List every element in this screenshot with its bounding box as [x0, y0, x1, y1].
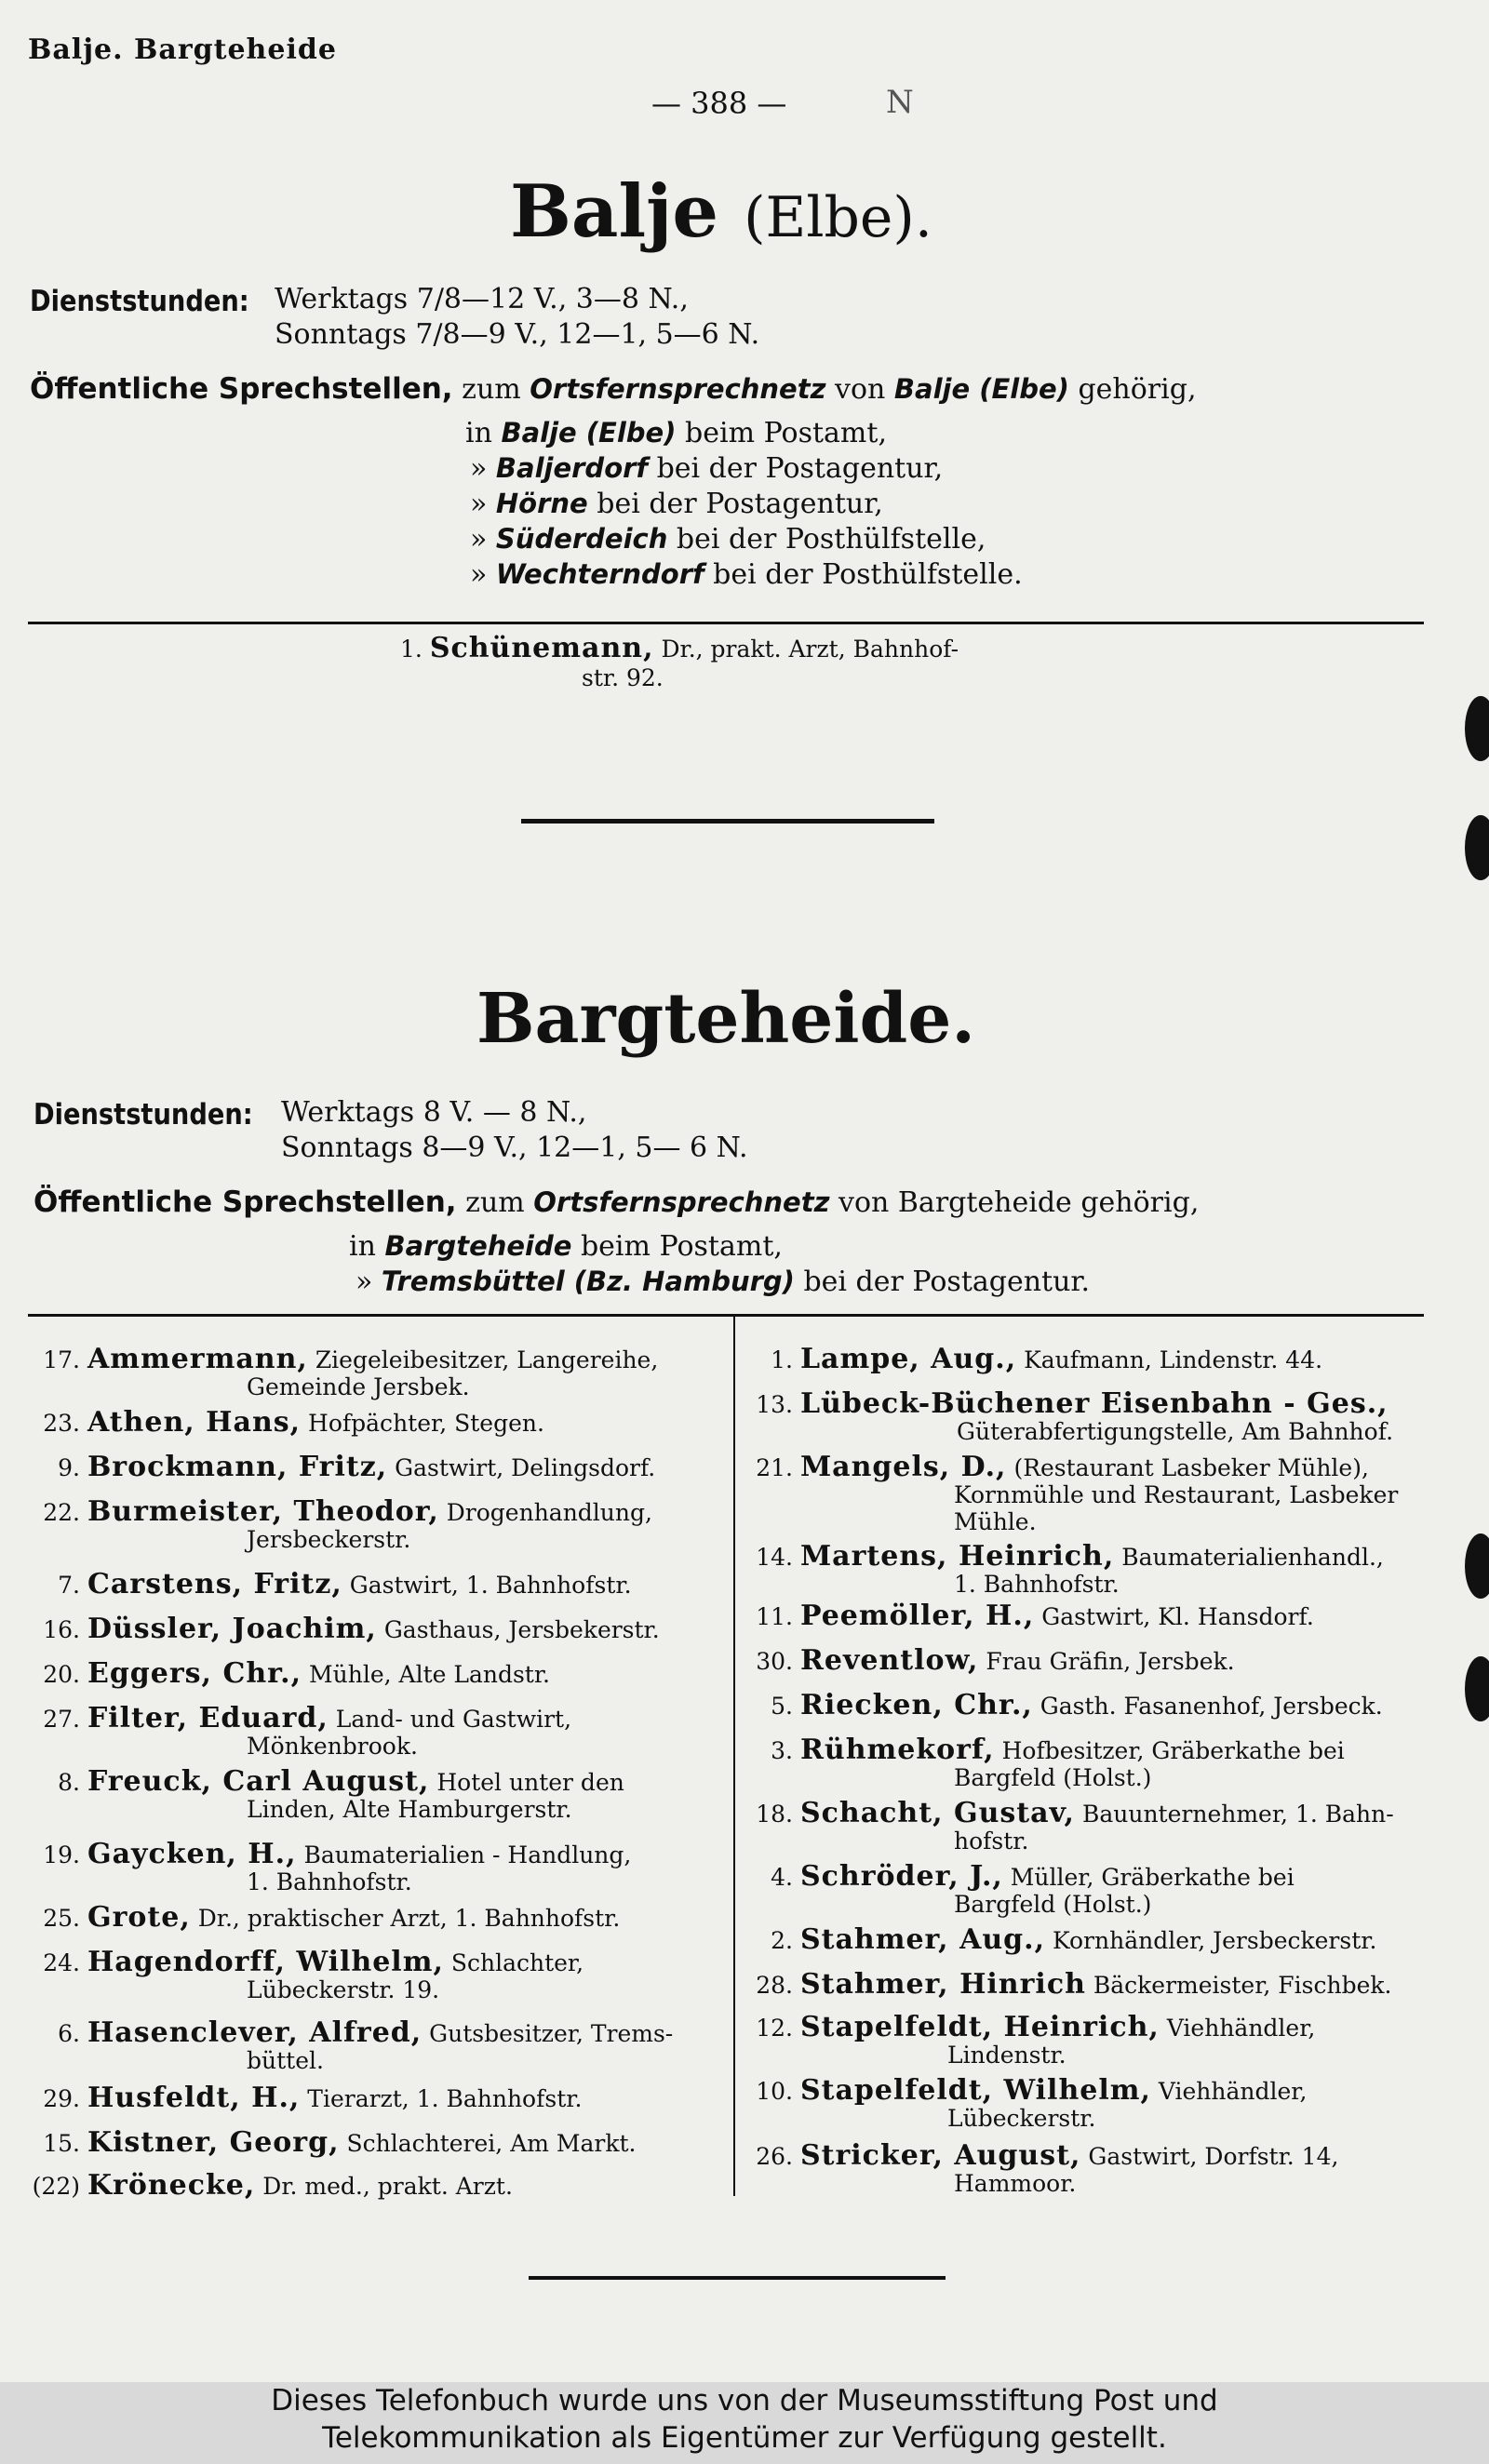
binding-hole	[1465, 1656, 1489, 1721]
binding-hole	[1465, 696, 1489, 761]
list-item	[750, 1968, 1392, 2001]
attribution-footer	[0, 2382, 1489, 2464]
entry-detail: Viehhändler,	[1166, 2015, 1316, 2042]
list-item	[750, 2074, 1308, 2107]
entry-number: 30.	[756, 1648, 793, 1675]
list-item	[750, 1860, 1294, 1893]
entry-name: Lübeck-Büchener Eisenbahn - Ges.,	[799, 1387, 1388, 1420]
offices-text-1: zum	[462, 373, 521, 406]
entry-number: 14.	[756, 1544, 793, 1571]
list-item	[30, 1343, 718, 1375]
list-item	[750, 1923, 1377, 1956]
offices-line	[34, 1185, 1199, 1219]
station-line	[470, 523, 986, 556]
station-prefix: »	[470, 558, 488, 591]
list-item	[30, 2084, 582, 2112]
offices-text-2: von	[835, 373, 886, 406]
entry-detail: Dr., prakt. Arzt, Bahnhof-	[661, 636, 959, 663]
entry-detail: Baumaterialienhandl.,	[1121, 1544, 1384, 1571]
list-item	[30, 1838, 632, 1870]
entry-number: 8.	[58, 1769, 80, 1796]
entry-name: Stricker, August,	[799, 2139, 1081, 2172]
station-prefix: »	[470, 452, 488, 485]
entry-number: 21.	[756, 1454, 793, 1481]
station-place: Balje (Elbe)	[501, 417, 677, 449]
entry-detail: Drogenhandlung,	[446, 1499, 652, 1526]
entry-detail: Dr. med., prakt. Arzt.	[262, 2173, 513, 2200]
station-prefix: »	[355, 1265, 373, 1298]
entry-name: Burmeister, Theodor,	[87, 1495, 439, 1528]
entry-name: Grote,	[87, 1901, 191, 1934]
entry-name: Schacht, Gustav,	[799, 1797, 1076, 1829]
entry-detail: (Restaurant Lasbeker Mühle),	[1013, 1454, 1369, 1481]
list-item	[400, 632, 959, 664]
station-where: beim Postamt,	[685, 417, 887, 449]
entry-continuation: Lübeckerstr. 19.	[247, 1976, 440, 2003]
offices-place: Balje (Elbe)	[893, 373, 1069, 405]
binding-hole	[1465, 815, 1489, 880]
entry-number: 20.	[43, 1661, 80, 1688]
entry-number: 23.	[43, 1410, 80, 1437]
entry-detail: Kaufmann, Lindenstr. 44.	[1024, 1346, 1323, 1373]
station-place: Süderdeich	[495, 523, 668, 555]
entry-number: 3.	[771, 1737, 793, 1764]
entry-number: 6.	[58, 2020, 80, 2047]
entry-number: 29.	[43, 2085, 80, 2112]
entry-number: 28.	[756, 1972, 793, 1999]
entry-detail: Dr., praktischer Arzt, 1. Bahnhofstr.	[197, 1905, 621, 1932]
entry-number: 22.	[43, 1499, 80, 1526]
entry-number: 13.	[756, 1391, 793, 1418]
column-divider	[733, 1314, 735, 2196]
entry-name: Stapelfeldt, Heinrich,	[799, 2011, 1160, 2043]
list-item	[30, 1568, 632, 1600]
list-item	[30, 1901, 621, 1934]
entry-name: Hagendorff, Wilhelm,	[87, 1946, 444, 1978]
entry-continuation: Linden, Alte Hamburgerstr.	[247, 1796, 572, 1823]
footer-line-1: Dieses Telefonbuch wurde uns von der Museumsstiftung Post und	[271, 2384, 1218, 2417]
entry-number: 1.	[400, 636, 423, 663]
station-prefix: »	[470, 488, 488, 520]
list-item	[30, 2169, 513, 2202]
entry-continuation: Güterabfertigungstelle, Am Bahnhof.	[957, 1418, 1394, 1445]
entry-name: Stapelfeldt, Wilhelm,	[799, 2074, 1151, 2107]
entry-number: 16.	[43, 1616, 80, 1643]
station-where: beim Postamt,	[580, 1230, 783, 1263]
entry-name: Hasenclever, Alfred,	[87, 2016, 423, 2049]
entry-name: Martens, Heinrich,	[799, 1540, 1115, 1573]
station-where: bei der Posthülfstelle,	[676, 523, 986, 556]
list-item	[30, 1453, 655, 1481]
station-line	[470, 558, 1023, 591]
entry-detail: Hofbesitzer, Gräberkathe bei	[1001, 1737, 1345, 1764]
entry-name: Lampe, Aug.,	[799, 1343, 1017, 1375]
section-title-balje	[510, 169, 932, 254]
bleed-through	[37, 112, 47, 142]
entry-number: 11.	[756, 1603, 793, 1630]
entry-name: Eggers, Chr.,	[87, 1657, 302, 1690]
entry-name: Düssler, Joachim,	[87, 1613, 377, 1645]
entry-name: Husfeldt, H.,	[87, 2082, 301, 2114]
entry-continuation: Gemeinde Jersbek.	[247, 1373, 470, 1400]
offices-text-1: zum	[465, 1186, 525, 1219]
station-place: Baljerdorf	[495, 452, 649, 484]
entry-detail: Kornhändler, Jersbeckerstr.	[1052, 1927, 1377, 1954]
hours-line-2: Sonntags 8—9 V., 12—1, 5— 6 N.	[281, 1132, 748, 1164]
entry-continuation: Bargfeld (Holst.)	[954, 1891, 1152, 1918]
offices-text-3: gehörig,	[1078, 373, 1197, 406]
list-item	[750, 1689, 1383, 1721]
list-item	[30, 2016, 674, 2049]
entry-detail: Frau Gräfin, Jersbek.	[986, 1648, 1235, 1675]
list-item	[750, 1644, 1235, 1677]
title-main: Balje	[510, 169, 718, 254]
list-item	[30, 2126, 637, 2159]
entry-name: Gaycken, H.,	[87, 1838, 297, 1870]
station-place: Wechterndorf	[495, 558, 704, 590]
entry-number: (22)	[32, 2173, 80, 2200]
station-where: bei der Postagentur,	[656, 452, 944, 485]
station-place: Tremsbüttel (Bz. Hamburg)	[381, 1265, 795, 1297]
binding-hole	[1465, 1533, 1489, 1599]
entry-continuation: hofstr.	[954, 1828, 1029, 1855]
entry-number: 7.	[58, 1572, 80, 1599]
list-item	[30, 1765, 624, 1798]
station-prefix: »	[470, 523, 488, 556]
entry-name: Stahmer, Hinrich	[799, 1968, 1086, 2001]
entry-detail: Gastwirt, 1. Bahnhofstr.	[349, 1572, 632, 1599]
entry-number: 24.	[43, 1949, 80, 1976]
entry-name: Mangels, D.,	[799, 1451, 1007, 1483]
station-line	[355, 1265, 1090, 1298]
section-title-bargteheide: Bargteheide.	[476, 979, 976, 1059]
hours-line-2: Sonntags 7/8—9 V., 12—1, 5—6 N.	[275, 318, 760, 351]
divider-rule	[28, 622, 1424, 624]
station-where: bei der Posthülfstelle.	[713, 558, 1023, 591]
list-item	[30, 1495, 652, 1528]
entry-number: 19.	[43, 1841, 80, 1868]
entry-number: 17.	[43, 1346, 80, 1373]
entry-name: Rühmekorf,	[799, 1734, 995, 1766]
offices-line	[30, 372, 1197, 406]
entry-number: 26.	[756, 2143, 793, 2170]
entry-number: 10.	[756, 2078, 793, 2105]
hours-label: Dienststunden:	[30, 285, 249, 318]
hours-line-1: Werktags 7/8—12 V., 3—8 N.,	[275, 283, 689, 315]
list-item	[750, 1602, 1314, 1630]
entry-continuation: 1. Bahnhofstr.	[247, 1868, 412, 1895]
entry-detail: Baumaterialien - Handlung,	[303, 1841, 632, 1868]
running-header: Balje. Bargteheide	[28, 33, 337, 66]
entry-number: 2.	[771, 1927, 793, 1954]
list-item	[750, 1387, 1388, 1420]
offices-label: Öffentliche Sprechstellen,	[30, 372, 453, 406]
entry-detail: Hofpächter, Stegen.	[308, 1410, 544, 1437]
station-line	[465, 417, 887, 449]
entry-detail: Schlachter,	[450, 1949, 584, 1976]
entry-detail: Müller, Gräberkathe bei	[1010, 1864, 1294, 1891]
entry-name: Stahmer, Aug.,	[799, 1923, 1046, 1956]
entry-name: Athen, Hans,	[87, 1406, 302, 1439]
offices-label: Öffentliche Sprechstellen,	[34, 1185, 457, 1219]
list-item	[750, 1453, 1369, 1481]
entry-continuation: Lindenstr.	[947, 2042, 1066, 2069]
entry-name: Ammermann,	[87, 1343, 308, 1375]
entry-detail: Gasthaus, Jersbekerstr.	[383, 1616, 660, 1643]
entry-continuation: Jersbeckerstr.	[247, 1526, 411, 1553]
entry-name: Carstens, Fritz,	[87, 1568, 342, 1600]
entry-continuation: büttel.	[247, 2047, 324, 2074]
entry-detail: Viehhändler,	[1158, 2078, 1308, 2105]
station-line	[470, 452, 943, 485]
offices-net: Ortsfernsprechnetz	[530, 373, 826, 405]
section-end-rule	[529, 2276, 946, 2280]
entry-detail: Ziegeleibesitzer, Langereihe,	[315, 1346, 659, 1373]
station-prefix: in	[349, 1230, 376, 1263]
entry-detail: Schlachterei, Am Markt.	[346, 2130, 637, 2157]
entry-name: Reventlow,	[799, 1644, 979, 1677]
entry-detail: Bauunternehmer, 1. Bahn-	[1081, 1801, 1394, 1828]
entry-name: Brockmann, Fritz,	[87, 1451, 388, 1483]
entry-number: 25.	[43, 1905, 80, 1932]
entry-name: Filter, Eduard,	[87, 1702, 329, 1734]
entry-number: 5.	[771, 1693, 793, 1720]
offices-net: Ortsfernsprechnetz	[533, 1186, 830, 1218]
entry-detail: Bäckermeister, Fischbek.	[1093, 1972, 1392, 1999]
entry-continuation: Lübeckerstr.	[947, 2105, 1096, 2132]
entry-detail: Gutsbesitzer, Trems-	[429, 2020, 674, 2047]
divider-rule	[28, 1314, 1424, 1317]
list-item	[30, 1948, 584, 1976]
list-item	[30, 1615, 660, 1643]
section-end-rule	[521, 819, 934, 824]
entry-name: Kistner, Georg,	[87, 2126, 340, 2159]
list-item	[750, 2011, 1316, 2043]
entry-continuation: str. 92.	[582, 664, 664, 691]
entry-detail: Gastwirt, Dorfstr. 14,	[1088, 2143, 1339, 2170]
entry-detail: Hotel unter den	[436, 1769, 624, 1796]
list-item	[30, 1657, 550, 1690]
entry-continuation: Hammoor.	[954, 2170, 1077, 2197]
entry-detail: Gasth. Fasanenhof, Jersbeck.	[1040, 1693, 1383, 1720]
entry-number: 4.	[771, 1864, 793, 1891]
station-where: bei der Postagentur.	[803, 1265, 1090, 1298]
entry-continuation: Bargfeld (Holst.)	[954, 1764, 1152, 1791]
list-item	[30, 1406, 544, 1439]
entry-number: 15.	[43, 2130, 80, 2157]
list-item	[750, 2139, 1339, 2172]
station-where: bei der Postagentur,	[597, 488, 883, 520]
station-place: Bargteheide	[384, 1230, 572, 1262]
list-item	[750, 1343, 1323, 1375]
entry-continuation: Mönkenbrook.	[247, 1733, 418, 1760]
entry-number: 1.	[771, 1346, 793, 1373]
list-item	[750, 1797, 1394, 1829]
entry-detail: Tierarzt, 1. Bahnhofstr.	[307, 2085, 583, 2112]
entry-detail: Gastwirt, Kl. Hansdorf.	[1041, 1603, 1314, 1630]
entry-detail: Gastwirt, Delingsdorf.	[395, 1454, 656, 1481]
entry-name: Riecken, Chr.,	[799, 1689, 1033, 1721]
entry-name: Schröder, J.,	[799, 1860, 1003, 1893]
hours-label: Dienststunden:	[34, 1098, 253, 1132]
list-item	[750, 1736, 1345, 1764]
entry-number: 12.	[756, 2015, 793, 2042]
entry-continuation: Kornmühle und Restaurant, Lasbeker Mühle.	[954, 1481, 1399, 1535]
page-number: — 388 —	[651, 86, 787, 121]
station-line	[470, 488, 883, 520]
entry-number: 27.	[43, 1706, 80, 1733]
entry-detail: Mühle, Alte Landstr.	[309, 1661, 550, 1688]
entry-name: Peemöller, H.,	[799, 1600, 1035, 1632]
station-prefix: in	[465, 417, 492, 449]
list-item	[30, 1702, 572, 1734]
handwritten-mark: N	[886, 84, 914, 121]
offices-text-2: von Bargteheide gehörig,	[838, 1186, 1200, 1219]
entry-number: 18.	[756, 1801, 793, 1828]
station-place: Hörne	[495, 488, 588, 519]
hours-line-1: Werktags 8 V. — 8 N.,	[281, 1096, 587, 1129]
list-item	[750, 1540, 1384, 1573]
entry-name: Schünemann,	[429, 632, 654, 664]
title-sub: (Elbe).	[744, 185, 932, 250]
entry-detail: Land- und Gastwirt,	[335, 1706, 572, 1733]
entry-name: Krönecke,	[87, 2169, 256, 2202]
entry-continuation: 1. Bahnhofstr.	[954, 1571, 1120, 1598]
entry-name: Freuck, Carl August,	[87, 1765, 430, 1798]
entry-number: 9.	[58, 1454, 80, 1481]
footer-line-2: Telekommunikation als Eigentümer zur Verfügung gestellt.	[322, 2421, 1167, 2455]
station-line	[349, 1230, 783, 1263]
